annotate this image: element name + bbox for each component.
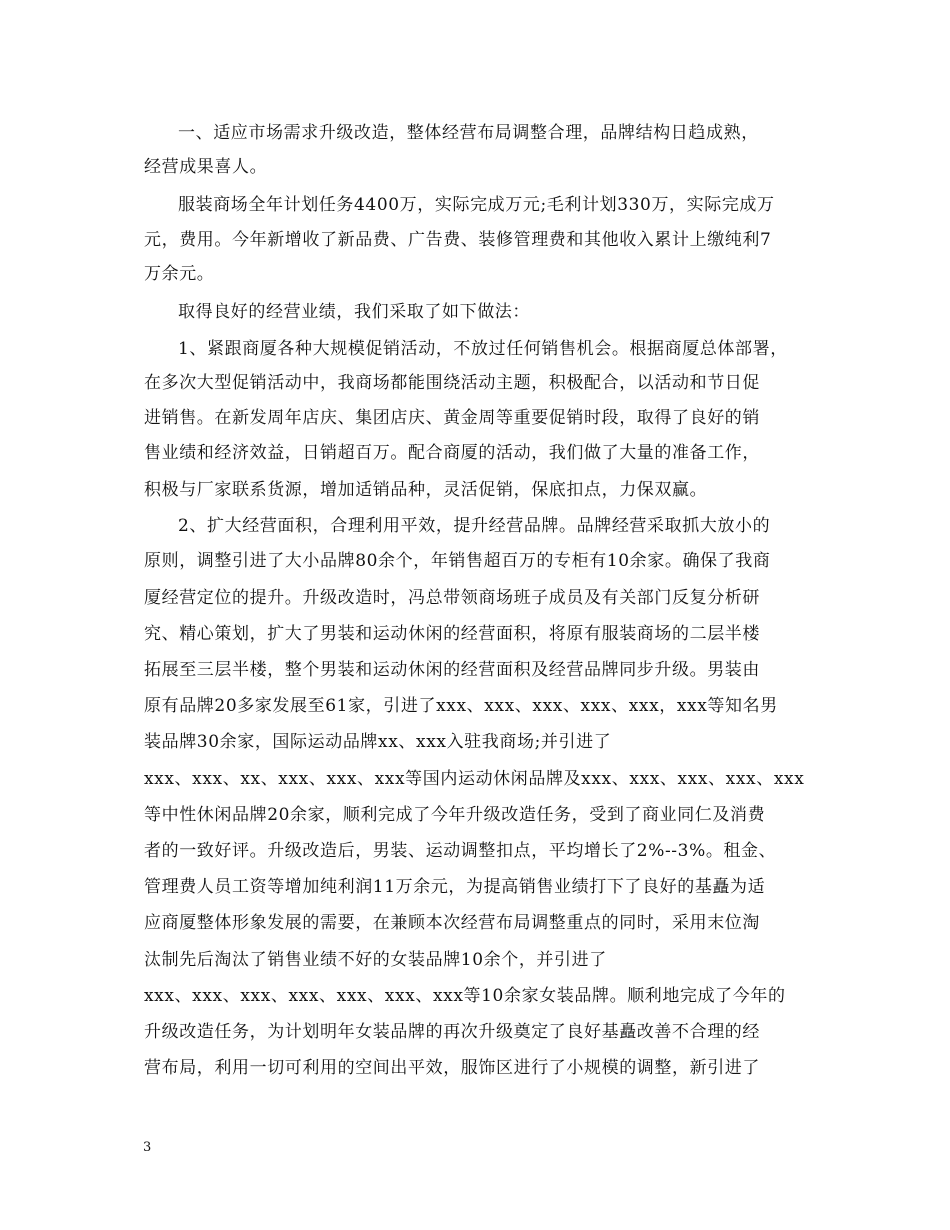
text-line: 者的一致好评。升级改造后，男装、运动调整扣点，平均增长了2%--3%。租金、 xyxy=(144,841,777,861)
text-line: 升级改造任务，为计划明年女装品牌的再次升级奠定了良好基矗改善不合理的经 xyxy=(144,1022,760,1042)
text-line: 汰制先后淘汰了销售业绩不好的女装品牌10余个，并引进了 xyxy=(144,950,607,970)
text-line: 积极与厂家联系货源，增加适销品种，灵活促销，保底扣点，力保双赢。 xyxy=(144,480,708,500)
text-line: 1、紧跟商厦各种大规模促销活动，不放过任何销售机会。根据商厦总体部署， xyxy=(178,339,788,359)
text-line: 万余元。 xyxy=(144,264,215,284)
text-line: xxx、xxx、xx、xxx、xxx、xxx等国内运动休闲品牌及xxx、xxx、xxx、xxx、xxx xyxy=(144,769,805,789)
text-line: xxx、xxx、xxx、xxx、xxx、xxx、xxx等10余家女装品牌。顺利地完成了今年的 xyxy=(144,986,786,1006)
text-line: 一、适应市场需求升级改造，整体经营布局调整合理，品牌结构日趋成熟， xyxy=(178,123,759,143)
text-line: 2、扩大经营面积，合理利用平效，提升经营品牌。品牌经营采取抓大放小的 xyxy=(178,516,771,536)
text-line: 在多次大型促销活动中，我商场都能围绕活动主题，积极配合，以活动和节日促 xyxy=(144,373,760,393)
text-line: 服装商场全年计划任务4400万，实际完成万元;毛利计划330万，实际完成万 xyxy=(178,195,775,215)
text-line: 究、精心策划，扩大了男装和运动休闲的经营面积，将原有服装商场的二层半楼 xyxy=(144,624,760,644)
text-line: 管理费人员工资等增加纯利润11万余元，为提高销售业绩打下了良好的基矗为适 xyxy=(144,877,766,897)
text-line: 原有品牌20多家发展至61家，引进了xxx、xxx、xxx、xxx、xxx，xxx等知名男 xyxy=(144,696,778,716)
text-line: 经营成果喜人。 xyxy=(144,157,268,177)
text-line: 装品牌30余家，国际运动品牌xx、xxx入驻我商场;并引进了 xyxy=(144,732,612,752)
text-line: 应商厦整体形象发展的需要，在兼顾本次经营布局调整重点的同时，采用末位淘 xyxy=(144,913,760,933)
text-line: 取得良好的经营业绩，我们采取了如下做法： xyxy=(178,302,530,322)
text-line: 拓展至三层半楼，整个男装和运动休闲的经营面积及经营品牌同步升级。男装由 xyxy=(144,660,760,680)
text-line: 元，费用。今年新增收了新品费、广告费、装修管理费和其他收入累计上缴纯利7 xyxy=(144,230,772,250)
text-line: 厦经营定位的提升。升级改造时，冯总带领商场班子成员及有关部门反复分析研 xyxy=(144,588,760,608)
text-line: 营布局，利用一切可利用的空间出平效，服饰区进行了小规模的调整，新引进了 xyxy=(144,1058,760,1078)
text-line: 等中性休闲品牌20余家，顺利完成了今年升级改造任务，受到了商业同仁及消费 xyxy=(144,805,766,825)
text-line: 原则，调整引进了大小品牌80余个，年销售超百万的专柜有10余家。确保了我商 xyxy=(144,551,771,571)
text-line: 售业绩和经济效益，日销超百万。配合商厦的活动，我们做了大量的准备工作， xyxy=(144,443,760,463)
text-line: 进销售。在新发周年店庆、集团店庆、黄金周等重要促销时段，取得了良好的销 xyxy=(144,408,760,428)
page-number: 3 xyxy=(143,1140,152,1155)
